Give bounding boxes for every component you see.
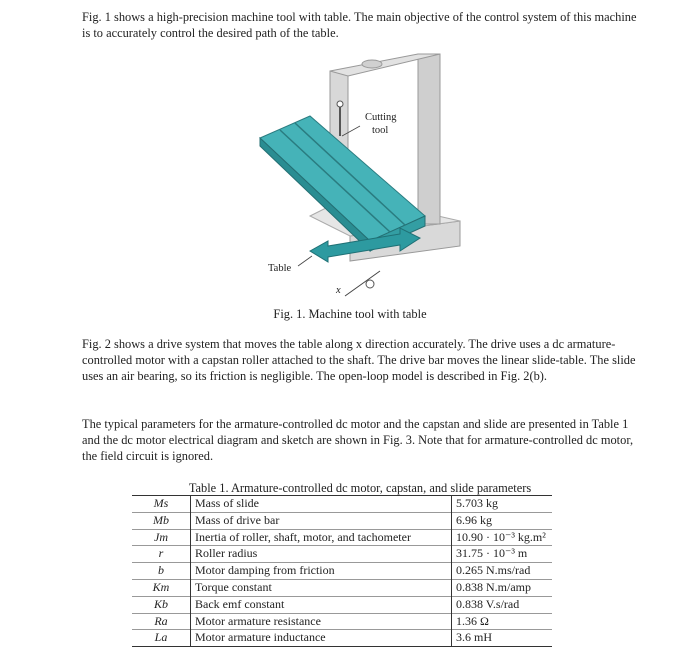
param-symbol: Jm [154,529,168,544]
table-row [132,563,552,580]
machine-column [418,54,440,224]
table-leader [298,256,312,266]
table-row [132,579,552,596]
param-description: Mass of slide [191,496,452,513]
table-caption: Table 1. Armature-controlled dc motor, capstan, and slide parameters [188,481,532,495]
param-symbol: b [158,563,164,578]
table-row [132,512,552,529]
parameters-table [132,495,552,647]
param-symbol: Ms [153,496,169,510]
param-symbol: La [154,630,168,645]
param-value: 0.838 N.m/amp [452,579,553,596]
param-symbol: Ra [154,613,168,628]
cutting-tool-label: Cutting [365,112,397,123]
table-row [132,546,552,563]
param-value: 3.6 mH [452,630,553,647]
param-description: Inertia of roller, shaft, motor, and tachometer [191,529,452,546]
param-symbol: Mb [153,512,169,527]
x-axis-label: x [336,285,341,296]
cutting-tool-label: tool [372,125,389,136]
x-axis-pivot [366,280,374,288]
param-value: 5.703 kg [452,496,553,513]
drive-paragraph: Fig. 2 shows a drive system that moves the table along x direction accurately. The drive uses a dc armature-controlled motor with a capstan roller attached to the shaft. The drive bar moves the linear slide-table. The slide uses an air bearing, so its friction is negligible. The open-loop model is described in Fig. 2(b). [82,337,636,383]
param-value: 1.36 Ω [452,613,553,630]
param-symbol: Km [152,579,170,594]
param-description: Roller radius [191,546,452,563]
param-description: Mass of drive bar [191,512,452,529]
x-axis-line [345,271,380,296]
param-value: 6.96 kg [452,512,553,529]
machine-tool-figure [250,46,480,306]
table-row [132,630,552,647]
param-description: Motor armature resistance [191,613,452,630]
figure-caption: Fig. 1. Machine tool with table [273,307,427,321]
intro-paragraph: Fig. 1 shows a high-precision machine tool with table. The main objective of the control system of this machine is to accurately control the desired path of the table. [82,10,637,40]
table-row [132,596,552,613]
param-value: 10.90 · 10⁻³ kg.m² [452,529,553,546]
param-description: Torque constant [191,579,452,596]
parameters-paragraph: The typical parameters for the armature-controlled dc motor and the capstan and slide are presented in Table 1 and the dc motor electrical diagram and sketch are shown in Fig. 3. Note that for armature-controlled dc motor, the field circuit is ignored. [82,417,634,463]
param-symbol: Kb [153,596,168,611]
table-row [132,496,552,513]
param-value: 0.838 V.s/rad [452,596,553,613]
param-description: Back emf constant [191,596,452,613]
tool-head [337,101,343,107]
spindle-cap [362,60,382,68]
param-value: 31.75 · 10⁻³ m [452,546,553,563]
table-label: Table [268,263,292,274]
param-description: Motor armature inductance [191,630,452,647]
param-symbol: r [158,546,164,561]
table-row [132,613,552,630]
param-value: 0.265 N.ms/rad [452,563,553,580]
table-row [132,529,552,546]
param-description: Motor damping from friction [191,563,452,580]
